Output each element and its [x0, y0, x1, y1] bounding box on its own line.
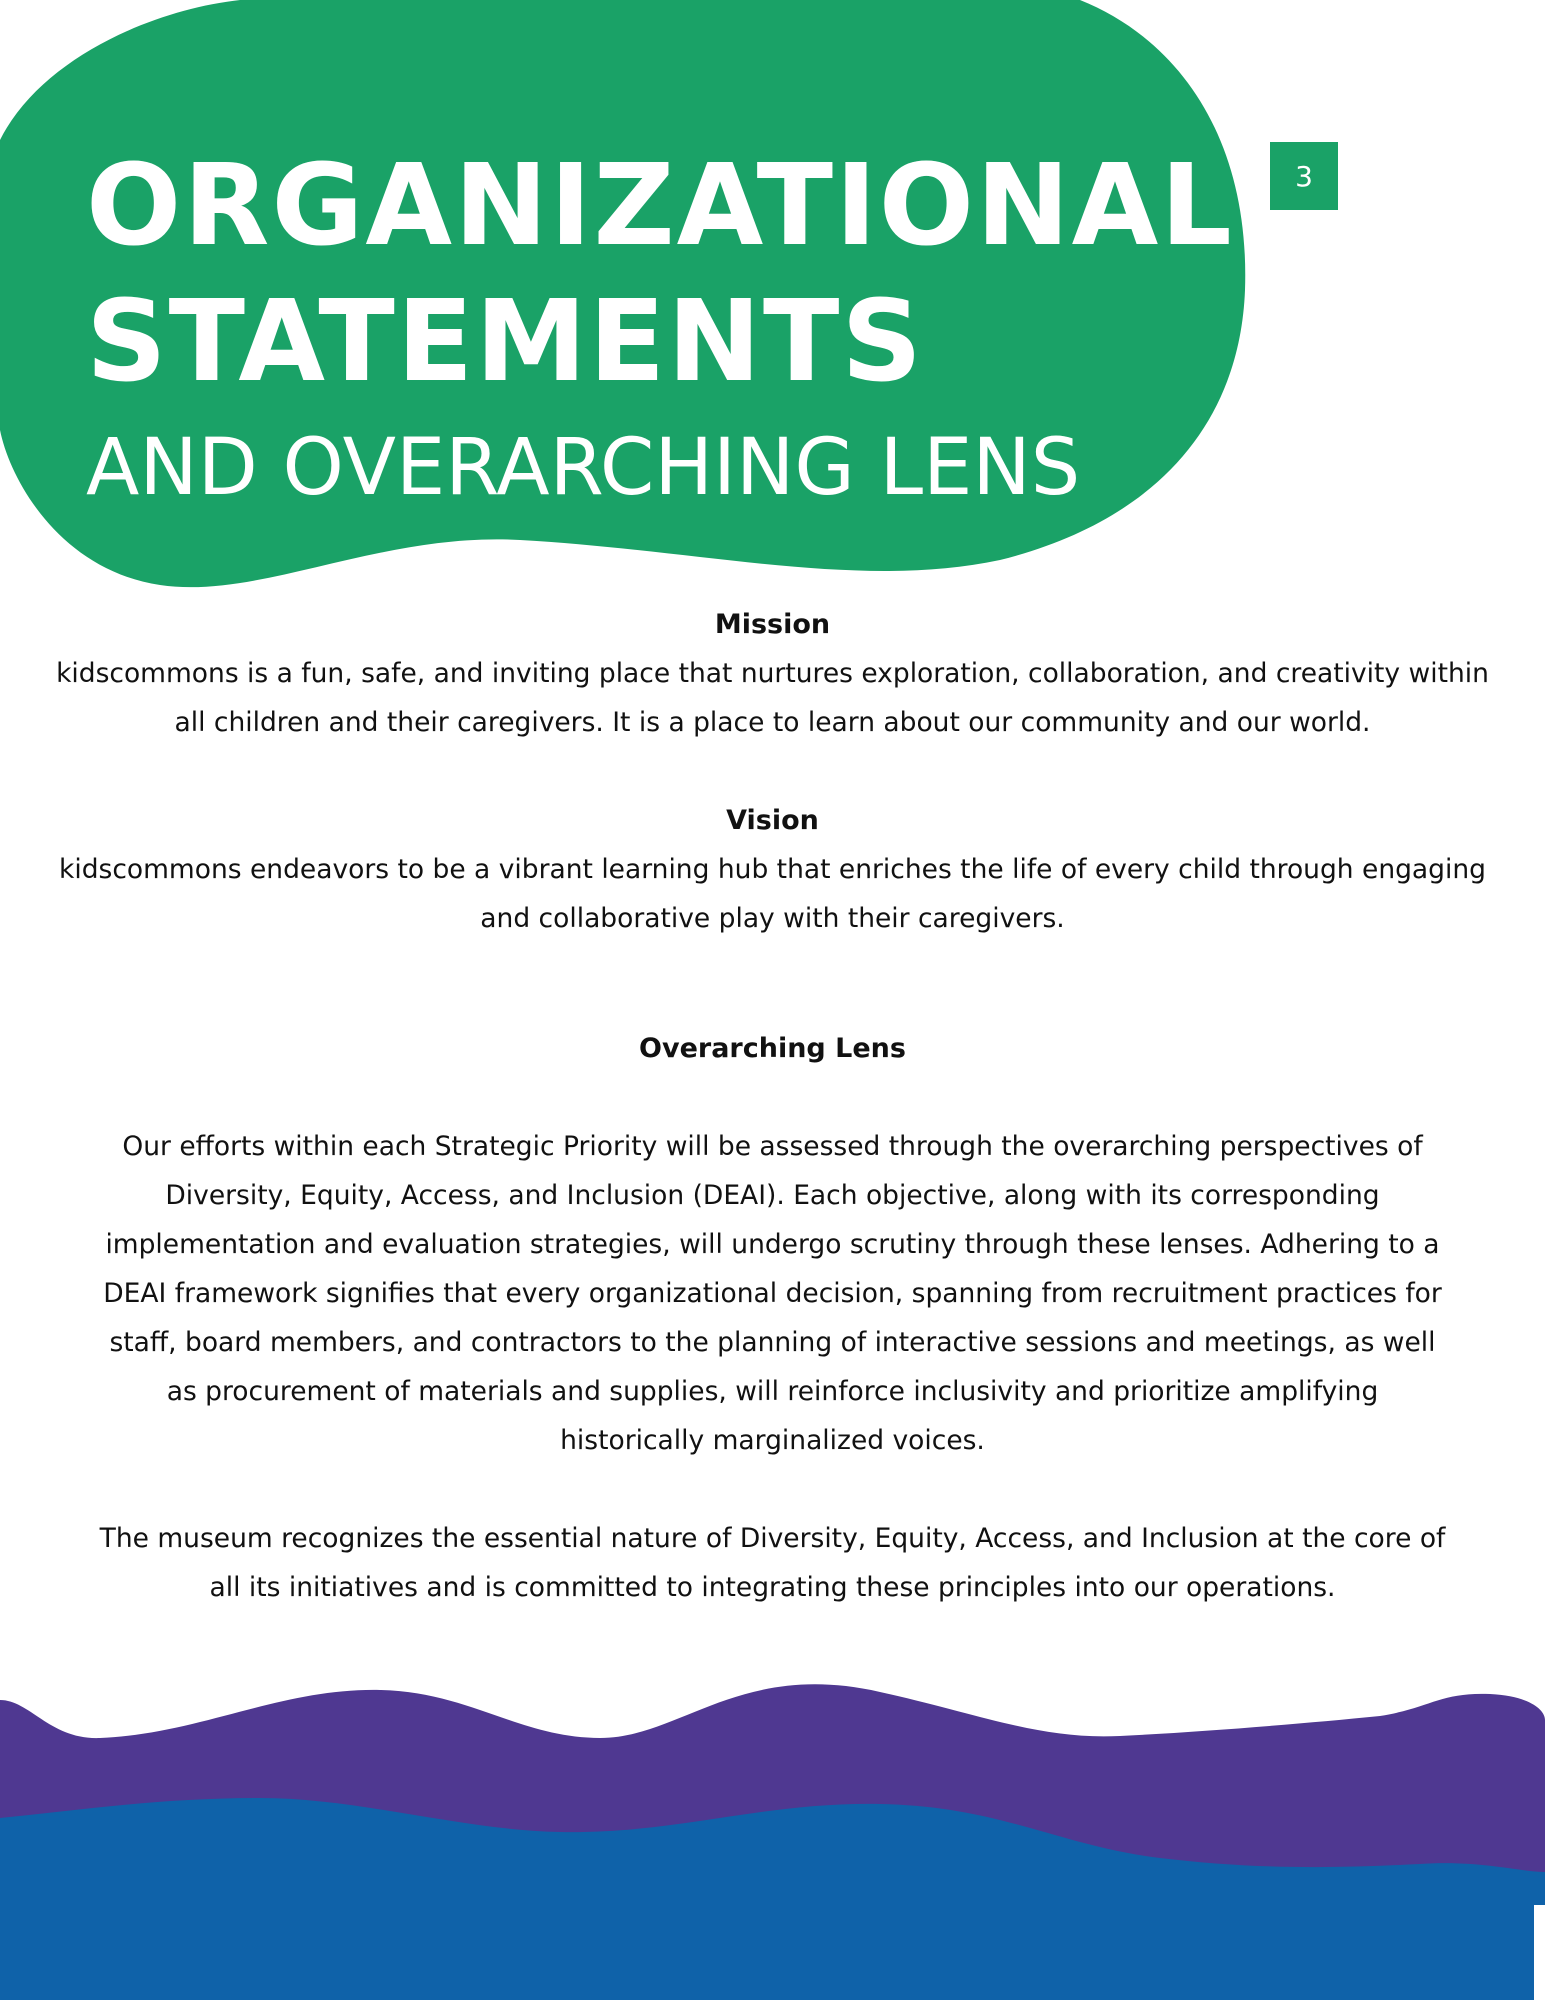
vision-heading: Vision — [726, 805, 819, 836]
lens-paragraph-2: The museum recognizes the essential nature of Diversity, Equity, Access, and Inclusion at the core of all its initiatives and is committed to integrating these principles into our operations. — [99, 1523, 1446, 1603]
main-content — [40, 600, 1505, 1612]
page-subtitle: AND OVERARCHING LENS — [86, 423, 1081, 513]
page-header — [86, 138, 1286, 516]
lens-heading: Overarching Lens — [639, 1033, 906, 1064]
mission-heading: Mission — [714, 609, 831, 640]
page-title-line-2: STATEMENTS — [86, 277, 925, 407]
corner-notch — [1534, 1905, 1545, 2000]
page-number-badge: 3 — [1270, 142, 1338, 210]
vision-text: kidscommons endeavors to be a vibrant learning hub that enriches the life of every child through engaging and collaborative play with their caregivers. — [59, 854, 1486, 934]
page-title-line-1: ORGANIZATIONAL — [86, 141, 1234, 271]
mission-text: kidscommons is a fun, safe, and inviting place that nurtures exploration, collaboration, and creativity within all children and their caregivers. It is a place to learn about our community and our world. — [56, 658, 1489, 738]
lens-paragraph-1: Our efforts within each Strategic Priority will be assessed through the overarching perspectives of Diversity, Equity, Access, and Inclusion (DEAI). Each objective, along with its corresponding implementation and evaluation strategies, will undergo scrutiny through these lenses. Adhering to a DEAI framework signifies that every organizational decision, spanning from recruitment practices for staff, board members, and contractors to the planning of interactive sessions and meetings, as well as procurement of materials and supplies, will reinforce inclusivity and prioritize amplifying historically marginalized voices. — [103, 1131, 1442, 1456]
